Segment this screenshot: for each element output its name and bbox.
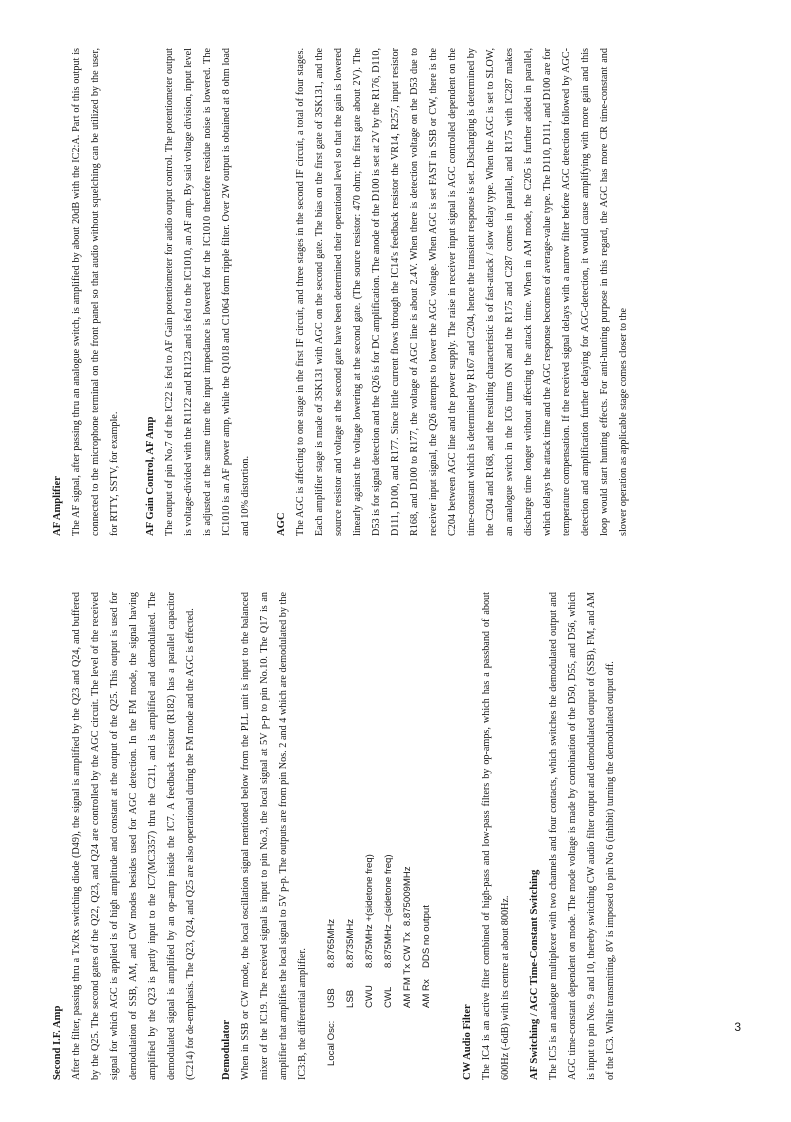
local-osc-value: 8.875009MHz [402, 866, 413, 927]
local-osc-table [322, 592, 436, 1066]
heading-af-amplifier: AF Amplifier [52, 476, 63, 536]
local-osc-value: 8.875MHz +(sidetone freq) [364, 854, 375, 968]
rotated-page [48, 48, 648, 1080]
local-osc-key: CWL [383, 986, 394, 1008]
local-osc-key: LSB [345, 989, 356, 1008]
local-osc-row [341, 592, 360, 1066]
local-osc-value: 8.8735MHz [345, 918, 356, 968]
heading-demodulator: Demodulator [221, 1019, 232, 1080]
text-af-amplifier: The AF signal, after passing thru an analogue switch, is amplified by about 20dB with the IC2:A. Part of this output is connected to the microphone terminal on the front panel so that audio without squelching can be utilized by the user, for RTTY, SSTV, for example. [71, 48, 120, 536]
local-osc-value: DDS no output [421, 905, 432, 968]
local-osc-row [379, 592, 398, 1066]
local-osc-value: 8.8765MHz [326, 918, 337, 968]
heading-second-if: Second I.F. Amp [52, 1005, 63, 1080]
page-number: 3 [734, 1020, 741, 1034]
local-osc-row [360, 592, 379, 1066]
local-osc-key: AM FM Tx CW Tx [402, 932, 413, 1008]
local-osc-value: 8.875MHz –(sidetone freq) [383, 854, 394, 968]
right-column [48, 48, 648, 536]
local-osc-row [398, 592, 417, 1066]
local-osc-key: CWU [364, 985, 375, 1008]
heading-af-gain-control: AF Gain Control, AF Amp [145, 416, 156, 536]
text-af-gain-control: The output of pin No.7 of the IC22 is fed to AF Gain potentiometer for audio output control. The potentiometer output is voltage-divided with the R1122 and R1123 and is fed to the IC1010, an AF amp. By said voltage division, input level is adjusted at the same time the input impedance is lowered for the IC1010 therefore residue noise is lowered. The IC1010 is an AF power amp, while the Q1018 and C1064 form ripple filter. Over 2W output is obtained at 8 ohm load and 10% distortion. [164, 48, 251, 536]
left-column [48, 592, 648, 1080]
text-af-switching: The IC5 is an analogue multiplexer with two channels and four contacts, which switches the demodulated output and AGC time-constant dependent on mode. The mode voltage is made by combination of the D50, D55, and D56, which is input to pin Nos. 9 and 10, thereby switching CW audio filter output and demodulated output of (SSB), FM, and AM of the IC3. While transmitting, 8V is imposed to pin No 6 (inhibit) turning the demodulated output off. [548, 592, 616, 1080]
heading-cw-audio-filter: CW Audio Filter [462, 1004, 473, 1080]
text-cw-audio-filter: The IC4 is an active filter combined of high-pass and low-pass filters by op-amps, which has a passband of about 600Hz (-6dB) with its centre at about 800Hz. [481, 592, 511, 1080]
heading-af-switching: AF Switching / AGC Time-Constant Switching [529, 869, 540, 1080]
text-second-if: After the filter, passing thru a Tx/Rx switching diode (D49), the signal is amplified by the Q23 and Q24, and buffered by the Q25. The second gates of the Q22, Q23, and Q24 are controlled by the AGC circuit. The level of the received signal for which AGC is applied is of high amplitude and constant at the output of the Q25. This output is used for demodulation of SSB, AM, and CW modes besides used for AGC detection. In the FM mode, the signal having amplified by the Q23 is partly input to the IC7(MC3357) thru the C211, and is amplified and demodulated. The demodulated signal is amplified by an op-amp inside the IC7. A feedback resistor (R182) has a parallel capacitor (C214) for de-emphasis. The Q23, Q24, and Q25 are also operational during the FM mode and the AGC is effected. [71, 592, 196, 1080]
heading-agc: AGC [276, 512, 287, 536]
local-osc-key: USB [326, 988, 337, 1008]
local-osc-row [417, 592, 436, 1066]
text-agc: The AGC is affecting to one stage in the first IF circuit, and three stages in the second IF circuit, a total of four stages. Each amplifier stage is made of 3SK131 with AGC on the second gate. The bias on the first gate of 3SK131, and the source resistor and voltage at the second gate have been determined their operational level so that the gain is lowered linearly against the voltage lowering at the second gate. (The source resistor: 470 ohm; the first gate about 2V). The D53 is for signal detection and the Q26 is for DC amplification. The anode of the D100 is set at 2V by the R176, D110, D111, D100, and R177. Since little current flows through the IC14's feedback resistor the VR14, R257, input resistor R168, and D100 to R177, the voltage of AGC line is about 2.4V. When there is detection voltage on the D53 due to receiver input signal, the Q26 attempts to lower the AGC voltage. When AGC is set FAST in SSB or CW, there is the C204 between AGC line and the power supply. The raise in receiver input signal is AGC controlled dependent on the time-constant which is determined by R167 and C204, hence the transient response is set. Discharging is determined by the C204 and R168, and the resulting characteristic is of fast-attack / slow delay type. When the AGC is set to SLOW, an analogue switch in the IC6 turns ON and the R175 and C287 comes in parallel, and R175 with IC287 makes discharge time longer without affecting the attack time. When in AM mode, the C205 is further added in parallel, which delays the attack time and the AGC response becomes of average-value type. The D110, D111, and D100 are for temperature compensation. If the received signal delays with a narrow filter before AGC detection followed by AGC-detection and amplification further delaying for AGC-detection, it would cause amplifying with more gain and this loop would start hunting effects. For anti-hunting purpose in this regard, the AGC has more CR time-constant and slower operation as applicable stage comes closer to the [295, 48, 629, 536]
text-demodulator: When in SSB or CW mode, the local oscillation signal mentioned below from the PLL unit is input to the balanced mixer of the IC19. The received signal is input to pin No.3, the local signal at 5V p-p to pin No.10. The Q17 is an amplifier that amplifies the local signal to 5V p-p. The outputs are from pin Nos. 2 and 4 which are demodulated by the IC3:B, the differential amplifier. [240, 592, 308, 1080]
local-osc-label: Local Osc: [326, 1020, 337, 1066]
local-osc-key: AM Rx [421, 979, 432, 1008]
local-osc-row [322, 592, 341, 1066]
